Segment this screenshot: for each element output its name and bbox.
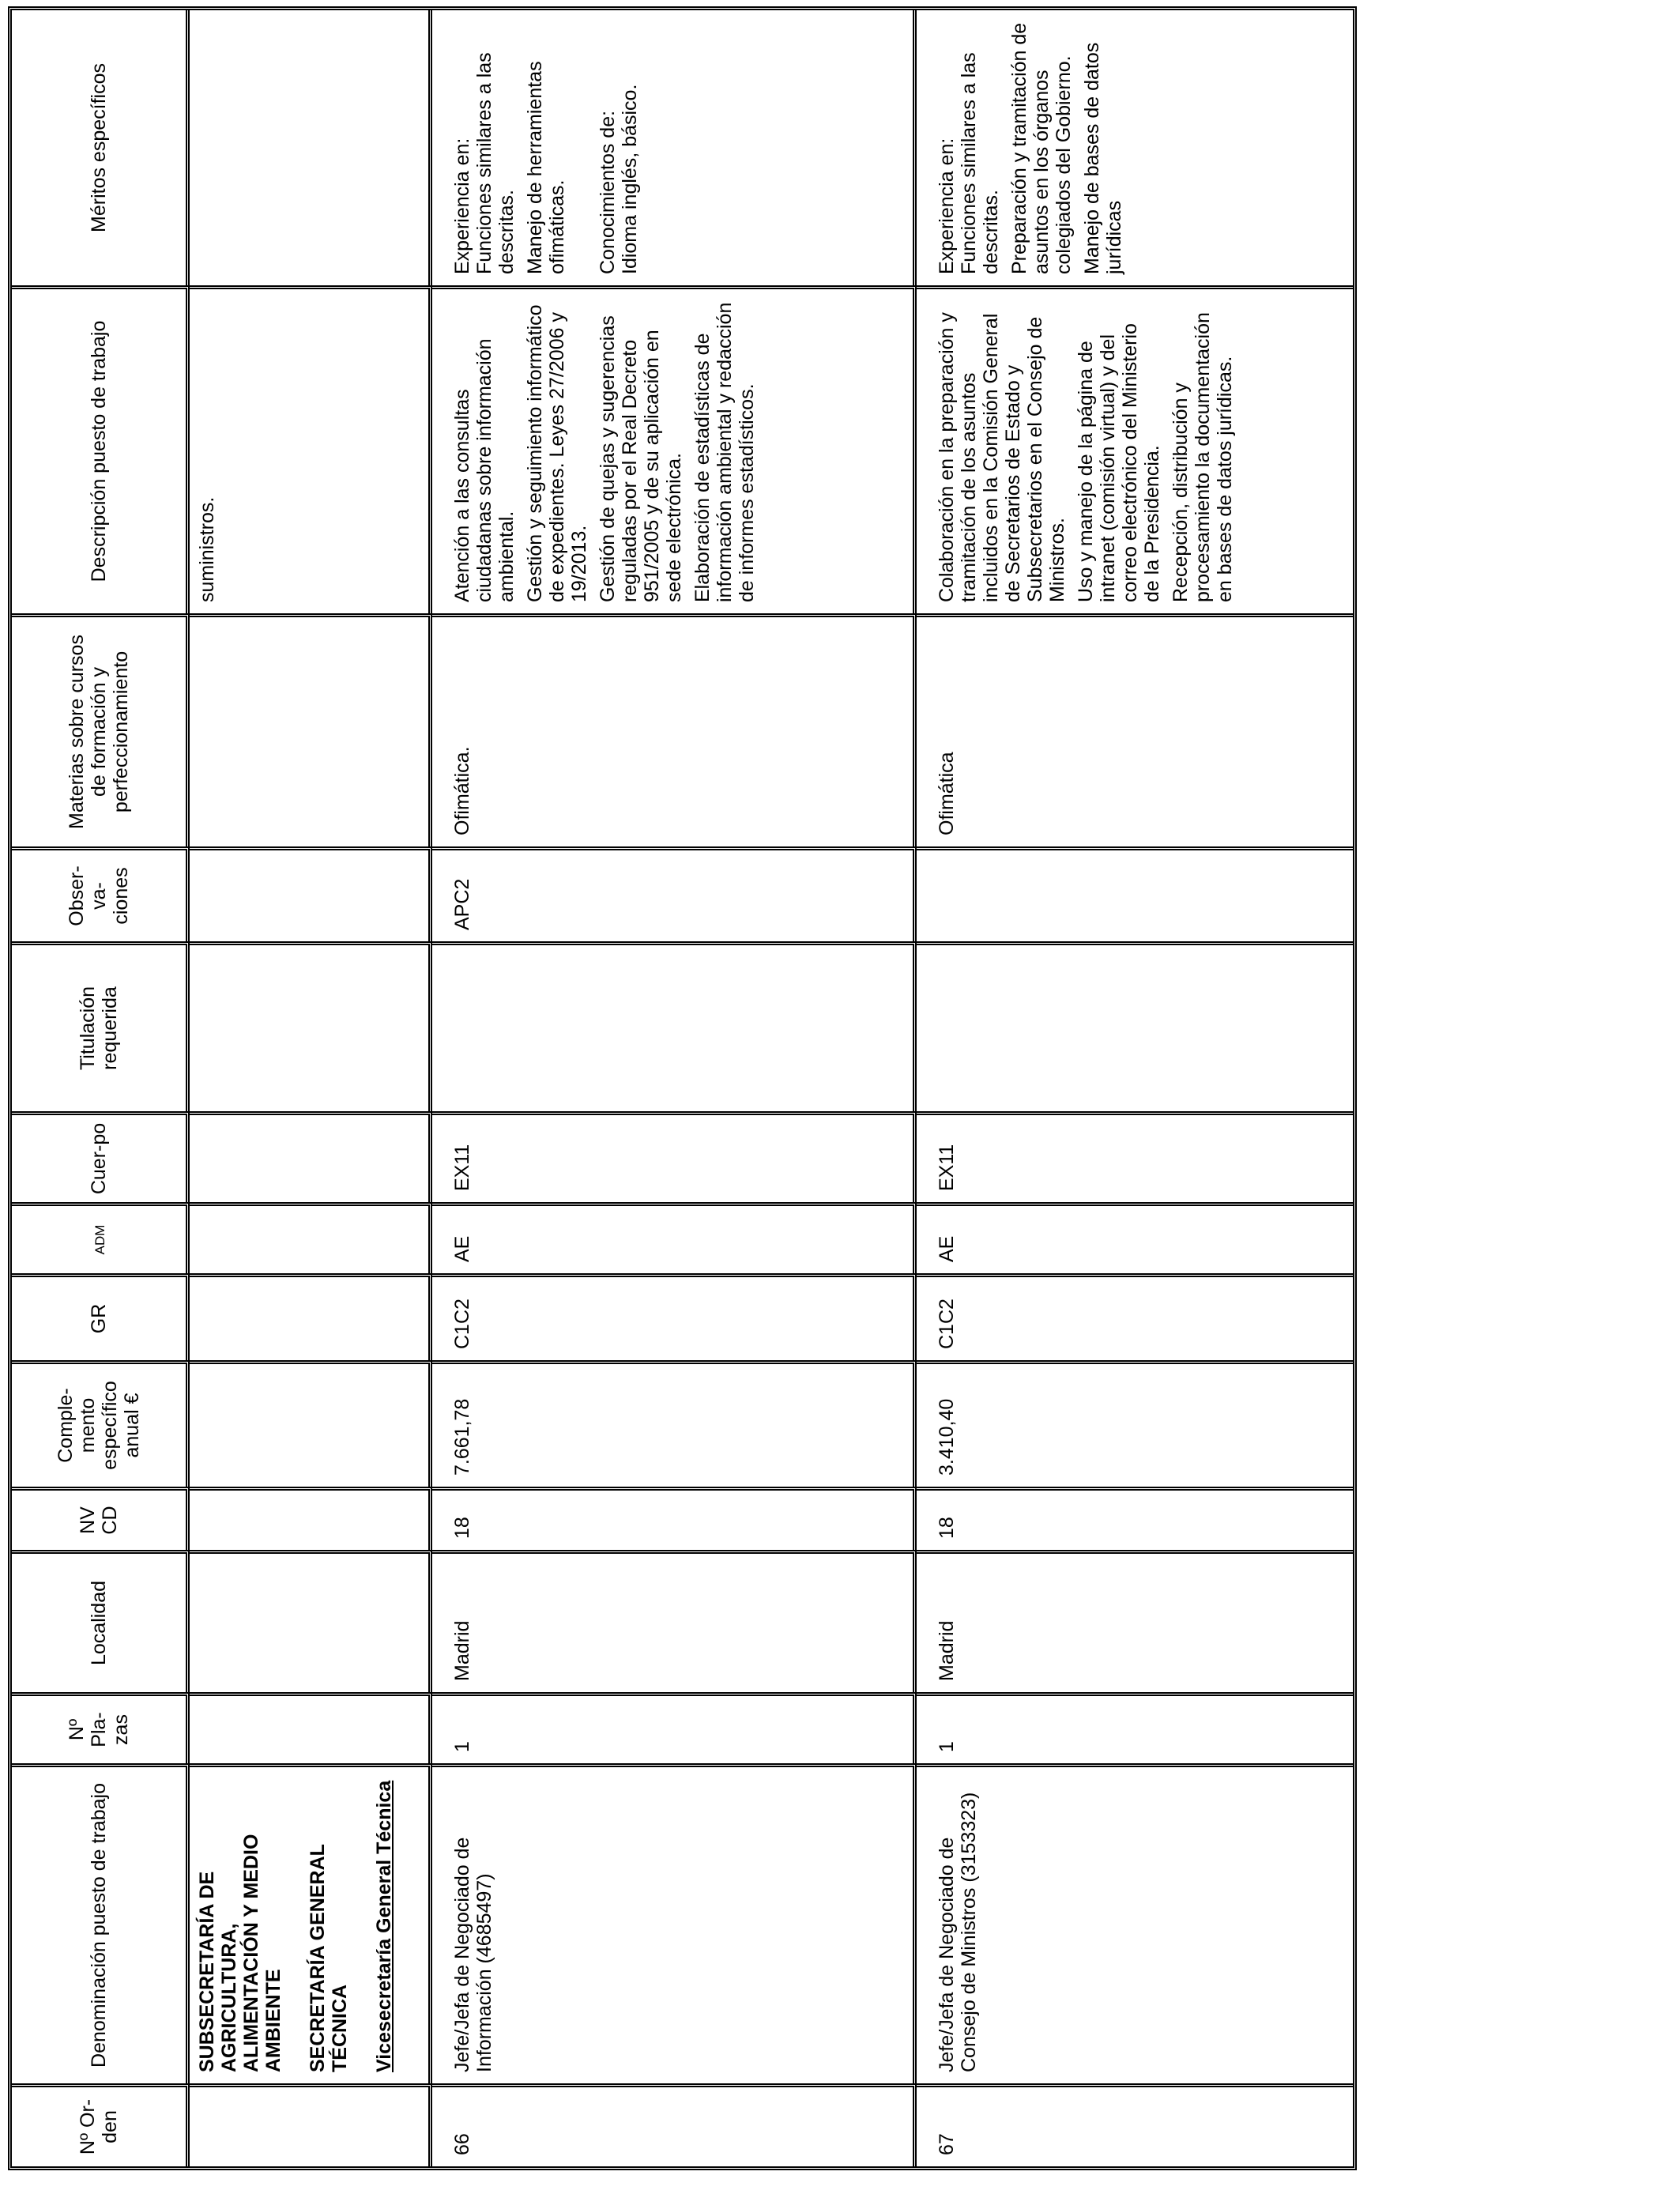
header-adm-cell	[12, 1202, 190, 1273]
descripcion-item: Recepción, distribución y procesamiento la documentación en bases de datos jurídicas.	[1170, 312, 1236, 602]
header-denominacion: Denominación puesto de trabajo	[12, 1763, 190, 2083]
spacer	[574, 21, 597, 274]
positions-table	[8, 6, 1357, 2170]
nivel: 18	[917, 1487, 1353, 1550]
adm: AE	[432, 1202, 917, 1273]
localidad: Madrid	[432, 1550, 917, 1692]
table-row	[432, 10, 917, 2166]
descripcion-item: Gestión de quejas y sugerencias reguladas por el Real Decreto 951/2005 y de su aplicación en sede electrónica.	[597, 315, 685, 602]
cell-empty	[190, 1550, 432, 1692]
denominacion: Jefe/Jefa de Negociado de Información (4685497)	[432, 1763, 917, 2083]
unit-vicesecretaria: Vicesecretaría General Técnica	[373, 1780, 395, 2072]
cuerpo: EX11	[917, 1111, 1353, 1202]
complemento: 7.661,78	[432, 1360, 917, 1487]
header-cuerpo: Cuer-po	[12, 1111, 190, 1202]
header-materias: Materias sobre cursos de formación y perfeccionamiento	[12, 613, 190, 846]
cell-empty	[190, 1111, 432, 1202]
plazas: 1	[917, 1692, 1353, 1763]
observaciones	[917, 846, 1353, 941]
header-plazas: Nº Pla-zas	[12, 1692, 190, 1763]
header-meritos: Méritos específicos	[12, 10, 190, 285]
unit-subsecretaria: SUBSECRETARÍA DE AGRICULTURA, ALIMENTACIÓN Y MEDIO AMBIENTE	[196, 1834, 284, 2072]
descripcion-item: Colaboración en la preparación y tramitación de los asuntos incluidos en la Comisión General de Secretarios de Estado y Subsecretarios en el Consejo de Ministros.	[936, 312, 1068, 602]
meritos-item: Preparación y tramitación de asuntos en los órganos colegiados del Gobierno.	[1008, 22, 1075, 274]
descripcion-item: Elaboración de estadísticas de información ambiental y redacción de informes estadísticos.	[691, 302, 758, 602]
meritos	[917, 10, 1353, 285]
header-localidad: Localidad	[12, 1550, 190, 1692]
meritos-con-label: Conocimientos de:	[597, 110, 619, 274]
adm: AE	[917, 1202, 1353, 1273]
descripcion-item: Atención a las consultas ciudadanas sobre información ambiental.	[451, 338, 518, 602]
header-adm: ADM	[92, 1224, 107, 1255]
descripcion	[432, 285, 917, 613]
cell-empty	[190, 1692, 432, 1763]
meritos-exp-label: Experiencia en:	[936, 138, 958, 274]
descripcion-continuation: suministros.	[190, 285, 432, 613]
cell-empty	[190, 613, 432, 846]
header-grupo: GR	[12, 1273, 190, 1360]
cell-empty	[190, 1360, 432, 1487]
unit-headings	[190, 1763, 432, 2083]
meritos-item: Idioma inglés, básico.	[619, 84, 641, 274]
orden: 67	[917, 2083, 1353, 2166]
header-complemento: Comple-mento específico anual €	[12, 1360, 190, 1487]
observaciones: APC2	[432, 846, 917, 941]
grupo: C1C2	[432, 1273, 917, 1360]
unit-secretaria: SECRETARÍA GENERAL TÉCNICA	[307, 1844, 351, 2072]
cell-empty	[190, 846, 432, 941]
titulacion	[432, 941, 917, 1111]
unit-row	[190, 10, 432, 2166]
orden: 66	[432, 2083, 917, 2166]
materias: Ofimática.	[432, 613, 917, 846]
cell-empty	[190, 941, 432, 1111]
meritos-item: Funciones similares a las descritas.	[958, 52, 1002, 274]
meritos	[432, 10, 917, 285]
table-row	[917, 10, 1353, 2166]
complemento: 3.410,40	[917, 1360, 1353, 1487]
descripcion	[917, 285, 1353, 613]
header-row	[12, 10, 190, 2166]
cell-empty	[190, 2083, 432, 2166]
header-observaciones: Obser-va-ciones	[12, 846, 190, 941]
header-titulacion: Titulación requerida	[12, 941, 190, 1111]
descripcion-item: Gestión y seguimiento informático de expedientes. Leyes 27/2006 y 19/2013.	[524, 304, 590, 602]
header-nivel: NV CD	[12, 1487, 190, 1550]
cuerpo: EX11	[432, 1111, 917, 1202]
meritos-item: Funciones similares a las descritas.	[473, 52, 518, 274]
cell-empty	[190, 1202, 432, 1273]
cell-empty	[190, 10, 432, 285]
descripcion-item: Uso y manejo de la página de intranet (comisión virtual) y del correo electrónico del Ministerio de la Presidencia.	[1075, 323, 1163, 602]
materias: Ofimática	[917, 613, 1353, 846]
meritos-item: Manejo de bases de datos jurídicas	[1081, 42, 1125, 274]
titulacion	[917, 941, 1353, 1111]
header-orden: Nº Or-den	[12, 2083, 190, 2166]
localidad: Madrid	[917, 1550, 1353, 1692]
cell-empty	[190, 1487, 432, 1550]
cell-empty	[190, 1273, 432, 1360]
grupo: C1C2	[917, 1273, 1353, 1360]
meritos-item: Manejo de herramientas ofimáticas.	[524, 61, 568, 274]
meritos-exp-label: Experiencia en:	[451, 138, 473, 274]
plazas: 1	[432, 1692, 917, 1763]
nivel: 18	[432, 1487, 917, 1550]
header-descripcion: Descripción puesto de trabajo	[12, 285, 190, 613]
denominacion: Jefe/Jefa de Negociado de Consejo de Ministros (3153323)	[917, 1763, 1353, 2083]
